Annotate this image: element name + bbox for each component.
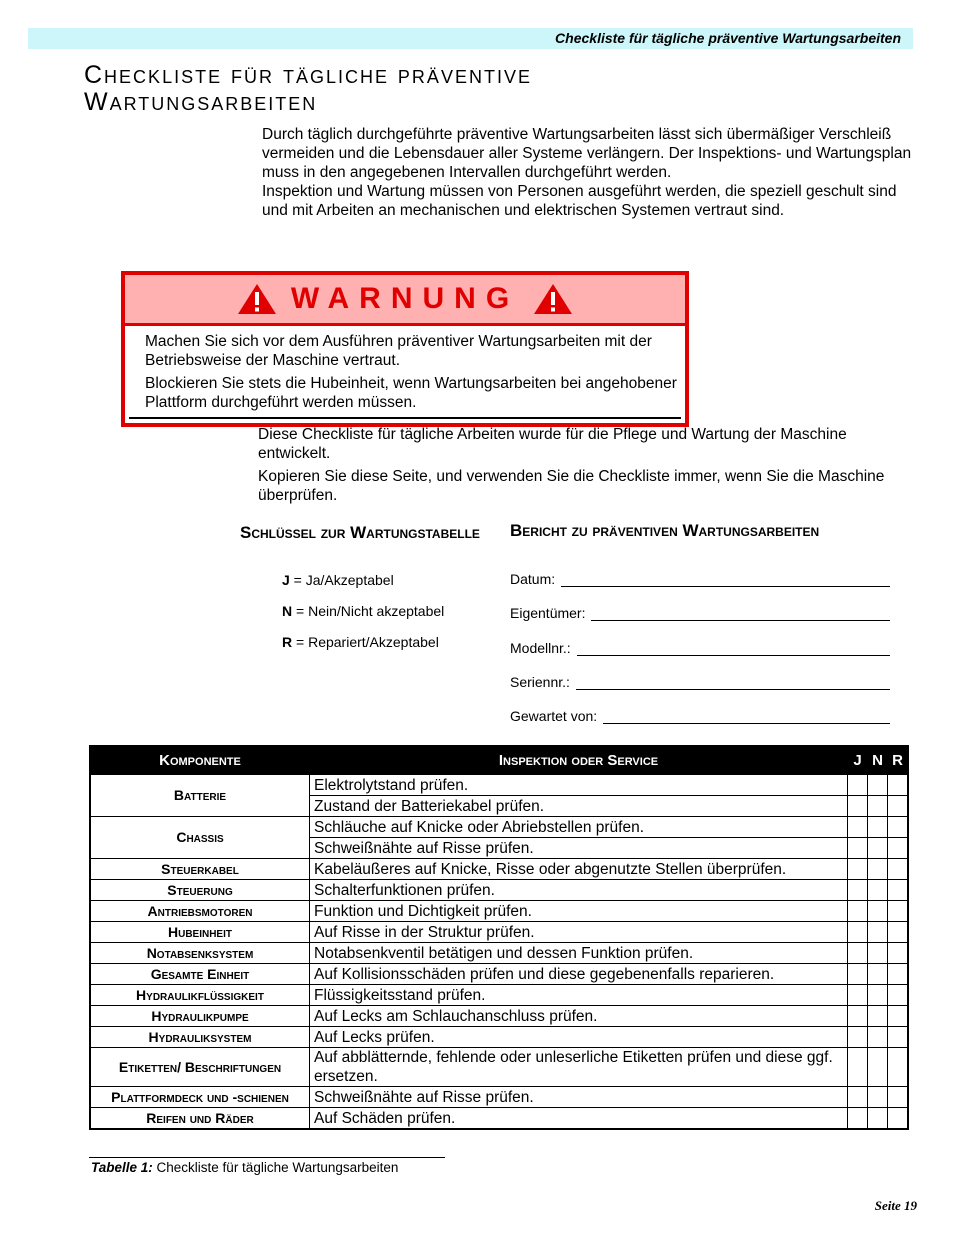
component-cell: Hydraulikpumpe (90, 1006, 310, 1027)
report-field-model[interactable]: Modellnr.: (510, 640, 890, 674)
check-cell-n[interactable] (868, 1108, 888, 1130)
check-cell-n[interactable] (868, 985, 888, 1006)
table-row (90, 922, 908, 943)
check-cell-r[interactable] (888, 1108, 909, 1130)
component-cell: Plattformdeck und -schienen (90, 1087, 310, 1108)
table-caption: Tabelle 1: Checkliste für tägliche Wartungsarbeiten (91, 1160, 399, 1175)
component-cell: Chassis (90, 817, 310, 859)
warning-triangle-icon (533, 283, 573, 315)
check-cell-j[interactable] (848, 775, 868, 796)
check-cell-r[interactable] (888, 985, 909, 1006)
check-cell-n[interactable] (868, 1006, 888, 1027)
task-cell: Auf abblätternde, fehlende oder unleserliche Etiketten prüfen und diese ggf. ersetzen. (310, 1048, 848, 1087)
intro-paragraph: Inspektion und Wartung müssen von Personen ausgeführt werden, die speziell geschult sind und mit Arbeiten an mechanischen und elektrischen Systemen vertraut sind. (262, 183, 897, 219)
report-field-owner[interactable]: Eigentümer: (510, 605, 890, 639)
table-row (90, 817, 908, 838)
check-cell-j[interactable] (848, 901, 868, 922)
table-row (90, 901, 908, 922)
check-cell-n[interactable] (868, 880, 888, 901)
task-cell: Schweißnähte auf Risse prüfen. (310, 838, 848, 859)
check-cell-n[interactable] (868, 1027, 888, 1048)
check-cell-n[interactable] (868, 1087, 888, 1108)
check-cell-j[interactable] (848, 1108, 868, 1130)
report-field-serviced-by[interactable]: Gewartet von: (510, 708, 890, 742)
running-header: Checkliste für tägliche präventive Wartungsarbeiten (555, 30, 901, 46)
task-cell: Auf Lecks prüfen. (310, 1027, 848, 1048)
task-cell: Auf Lecks am Schlauchanschluss prüfen. (310, 1006, 848, 1027)
check-cell-j[interactable] (848, 1006, 868, 1027)
column-header-r: R (888, 746, 909, 775)
check-cell-n[interactable] (868, 838, 888, 859)
checklist-intro (258, 425, 918, 509)
component-cell: Etiketten/ Beschriftungen (90, 1048, 310, 1087)
warning-body (125, 326, 685, 412)
check-cell-j[interactable] (848, 880, 868, 901)
key-item: J = Ja/Akzeptabel (282, 572, 394, 588)
check-cell-n[interactable] (868, 1048, 888, 1087)
task-cell: Notabsenkventil betätigen und dessen Funktion prüfen. (310, 943, 848, 964)
check-cell-j[interactable] (848, 1087, 868, 1108)
page-title: Checkliste für tägliche präventive Wartungsarbeiten (84, 61, 532, 116)
table-row (90, 1087, 908, 1108)
task-cell: Zustand der Batteriekabel prüfen. (310, 796, 848, 817)
column-header-component: Komponente (90, 746, 310, 775)
report-field-date[interactable]: Datum: (510, 571, 890, 605)
check-cell-n[interactable] (868, 796, 888, 817)
check-cell-r[interactable] (888, 1048, 909, 1087)
report-title: Bericht zu präventiven Wartungsarbeiten (510, 521, 820, 540)
maintenance-table (89, 745, 909, 1130)
intro-text (262, 125, 912, 220)
table-header-row (90, 746, 908, 775)
check-cell-r[interactable] (888, 817, 909, 838)
check-cell-j[interactable] (848, 985, 868, 1006)
check-cell-j[interactable] (848, 1027, 868, 1048)
table-row (90, 1108, 908, 1130)
key-title: Schlüssel zur Wartungstabelle (240, 523, 480, 542)
check-cell-n[interactable] (868, 775, 888, 796)
table-row (90, 964, 908, 985)
check-cell-r[interactable] (888, 796, 909, 817)
task-cell: Schalterfunktionen prüfen. (310, 880, 848, 901)
check-cell-r[interactable] (888, 1087, 909, 1108)
check-cell-r[interactable] (888, 859, 909, 880)
check-cell-r[interactable] (888, 901, 909, 922)
report-field-serial[interactable]: Seriennr.: (510, 674, 890, 708)
warning-triangle-icon (237, 283, 277, 315)
task-cell: Schläuche auf Knicke oder Abriebstellen prüfen. (310, 817, 848, 838)
check-cell-n[interactable] (868, 943, 888, 964)
component-cell: Gesamte Einheit (90, 964, 310, 985)
check-cell-r[interactable] (888, 838, 909, 859)
check-cell-r[interactable] (888, 1006, 909, 1027)
warning-divider (129, 417, 681, 419)
key-list (282, 572, 444, 665)
check-cell-j[interactable] (848, 964, 868, 985)
warning-title: WARNUNG (290, 282, 520, 315)
check-cell-j[interactable] (848, 838, 868, 859)
warning-paragraph: Blockieren Sie stets die Hubeinheit, wenn Wartungsarbeiten bei angehobener Plattform durchgeführt werden müssen. (145, 375, 677, 411)
check-cell-j[interactable] (848, 922, 868, 943)
caption-divider (89, 1157, 445, 1158)
check-cell-j[interactable] (848, 1048, 868, 1087)
column-header-inspection: Inspektion oder Service (310, 746, 848, 775)
table-body (90, 775, 908, 1130)
check-cell-n[interactable] (868, 964, 888, 985)
check-cell-j[interactable] (848, 817, 868, 838)
task-cell: Auf Schäden prüfen. (310, 1108, 848, 1130)
check-cell-n[interactable] (868, 859, 888, 880)
column-header-j: J (848, 746, 868, 775)
column-header-n: N (868, 746, 888, 775)
check-cell-n[interactable] (868, 901, 888, 922)
table-row (90, 1048, 908, 1087)
check-cell-r[interactable] (888, 943, 909, 964)
check-cell-j[interactable] (848, 859, 868, 880)
component-cell: Notabsenksystem (90, 943, 310, 964)
intro-paragraph: Durch täglich durchgeführte präventive Wartungsarbeiten lässt sich übermäßiger Verschleiß vermeiden und die Lebensdauer aller Systeme verlängern. Der Inspektions- und Wartungsplan muss in den angegebenen Intervallen durchgeführt werden. (262, 126, 912, 181)
page-number: Seite 19 (874, 1198, 917, 1213)
task-cell: Schweißnähte auf Risse prüfen. (310, 1087, 848, 1108)
check-cell-r[interactable] (888, 880, 909, 901)
task-cell: Auf Kollisionsschäden prüfen und diese gegebenenfalls reparieren. (310, 964, 848, 985)
component-cell: Steuerung (90, 880, 310, 901)
table-row (90, 880, 908, 901)
check-cell-n[interactable] (868, 817, 888, 838)
task-cell: Kabeläußeres auf Knicke, Risse oder abgenutzte Stellen überprüfen. (310, 859, 848, 880)
table-row (90, 1027, 908, 1048)
task-cell: Elektrolytstand prüfen. (310, 775, 848, 796)
task-cell: Funktion und Dichtigkeit prüfen. (310, 901, 848, 922)
table-row (90, 943, 908, 964)
check-cell-j[interactable] (848, 943, 868, 964)
check-cell-j[interactable] (848, 796, 868, 817)
component-cell: Batterie (90, 775, 310, 817)
component-cell: Antriebsmotoren (90, 901, 310, 922)
table-row (90, 775, 908, 796)
report-fields (510, 571, 890, 742)
check-cell-r[interactable] (888, 775, 909, 796)
key-item: R = Repariert/Akzeptabel (282, 634, 439, 650)
key-item: N = Nein/Nicht akzeptabel (282, 603, 445, 619)
component-cell: Hubeinheit (90, 922, 310, 943)
task-cell: Flüssigkeitsstand prüfen. (310, 985, 848, 1006)
check-cell-r[interactable] (888, 1027, 909, 1048)
check-cell-r[interactable] (888, 964, 909, 985)
table-row (90, 859, 908, 880)
checklist-intro-paragraph: Diese Checkliste für tägliche Arbeiten wurde für die Pflege und Wartung der Maschine entwickelt. (258, 426, 847, 462)
check-cell-n[interactable] (868, 922, 888, 943)
table-row (90, 985, 908, 1006)
checklist-intro-paragraph: Kopieren Sie diese Seite, und verwenden Sie die Checkliste immer, wenn Sie die Maschine überprüfen. (258, 468, 885, 504)
check-cell-r[interactable] (888, 922, 909, 943)
table-row (90, 1006, 908, 1027)
component-cell: Hydrauliksystem (90, 1027, 310, 1048)
warning-header (125, 275, 685, 326)
component-cell: Hydraulikflüssigkeit (90, 985, 310, 1006)
component-cell: Reifen und Räder (90, 1108, 310, 1130)
task-cell: Auf Risse in der Struktur prüfen. (310, 922, 848, 943)
component-cell: Steuerkabel (90, 859, 310, 880)
warning-paragraph: Machen Sie sich vor dem Ausführen präventiver Wartungsarbeiten mit der Betriebsweise der Maschine vertraut. (145, 333, 652, 369)
warning-box (121, 271, 689, 427)
